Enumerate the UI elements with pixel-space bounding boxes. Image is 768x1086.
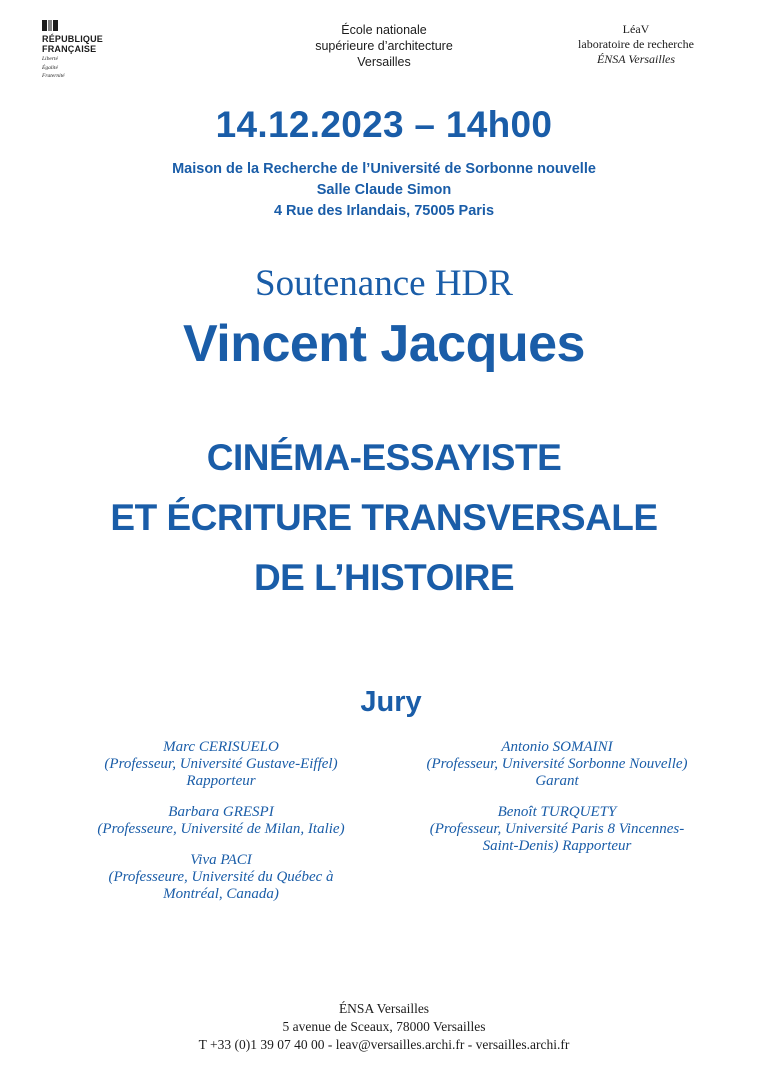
jury-member-affiliation: (Professeure, Université du Québec à (108, 869, 334, 885)
jury-member-name: Marc CERISUELO (163, 739, 279, 755)
footer-contact (0, 1000, 768, 1054)
jury-member (56, 852, 386, 903)
rf-motto-fraternite: Fraternité (42, 73, 65, 79)
event-venue (0, 159, 768, 222)
school-line3: Versailles (357, 55, 411, 69)
venue-line3: 4 Rue des Irlandais, 75005 Paris (273, 203, 495, 219)
thesis-title (0, 428, 768, 608)
jury-member-affiliation: (Professeur, Université Paris 8 Vincennes- (429, 821, 685, 837)
marianne-icon (42, 20, 62, 31)
jury-member-affiliation-cont: Saint-Denis) Rapporteur (482, 838, 632, 854)
jury-member-affiliation: (Professeure, Université de Milan, Italie) (97, 821, 345, 837)
jury-member (56, 739, 386, 790)
footer-line1: ÉNSA Versailles (338, 1001, 430, 1016)
venue-line2: Salle Claude Simon (316, 182, 452, 198)
lab-line1: LéaV (622, 22, 650, 36)
jury-member-affiliation: (Professeur, Université Sorbonne Nouvelle) (426, 756, 688, 772)
jury-heading: Jury (360, 686, 422, 718)
jury-member-role: Rapporteur (186, 773, 256, 789)
jury-column-left (56, 739, 386, 917)
venue-line1: Maison de la Recherche de l’Université de Sorbonne nouvelle (172, 161, 596, 177)
lab-line3: ÉNSA Versailles (596, 52, 676, 66)
rf-motto-egalite: Égalité (42, 64, 58, 71)
jury-member (392, 804, 722, 855)
jury-member-name: Viva PACI (190, 852, 252, 868)
footer-address: 5 avenue de Sceaux, 78000 Versailles (282, 1019, 486, 1034)
jury-member-name: Barbara GRESPI (168, 804, 274, 820)
footer-contact-info: T +33 (0)1 39 07 40 00 - leav@versailles.archi.fr - versailles.archi.fr (198, 1037, 570, 1052)
jury-member (392, 739, 722, 790)
jury-member-affiliation: (Professeur, Université Gustave-Eiffel) (104, 756, 338, 772)
event-date: 14.12.2023 – 14h00 (215, 104, 553, 145)
school-name (284, 22, 484, 70)
rf-motto-liberte: Liberté (42, 56, 58, 62)
candidate-name: Vincent Jacques (183, 315, 585, 373)
thesis-line2: ET ÉCRITURE TRANSVERSALE (110, 497, 658, 538)
jury-member-role: Garant (535, 773, 579, 789)
thesis-line1: CINÉMA-ESSAYISTE (206, 437, 562, 478)
school-line2: supérieure d’architecture (315, 39, 453, 53)
jury-member (56, 804, 386, 838)
jury-member-name: Antonio SOMAINI (501, 739, 613, 755)
jury-member-name: Benoît TURQUETY (497, 804, 617, 820)
jury-member-affiliation-cont: Montréal, Canada) (163, 886, 279, 902)
rf-line2: FRANÇAISE (42, 44, 97, 54)
lab-line2: laboratoire de recherche (578, 37, 694, 51)
thesis-line3: DE L’HISTOIRE (253, 557, 515, 598)
rf-line1: RÉPUBLIQUE (42, 34, 104, 44)
school-line1: École nationale (341, 23, 427, 37)
event-type: Soutenance HDR (255, 263, 513, 304)
lab-name (550, 22, 722, 67)
republique-francaise-logo (42, 20, 162, 84)
jury-column-right (392, 739, 722, 869)
